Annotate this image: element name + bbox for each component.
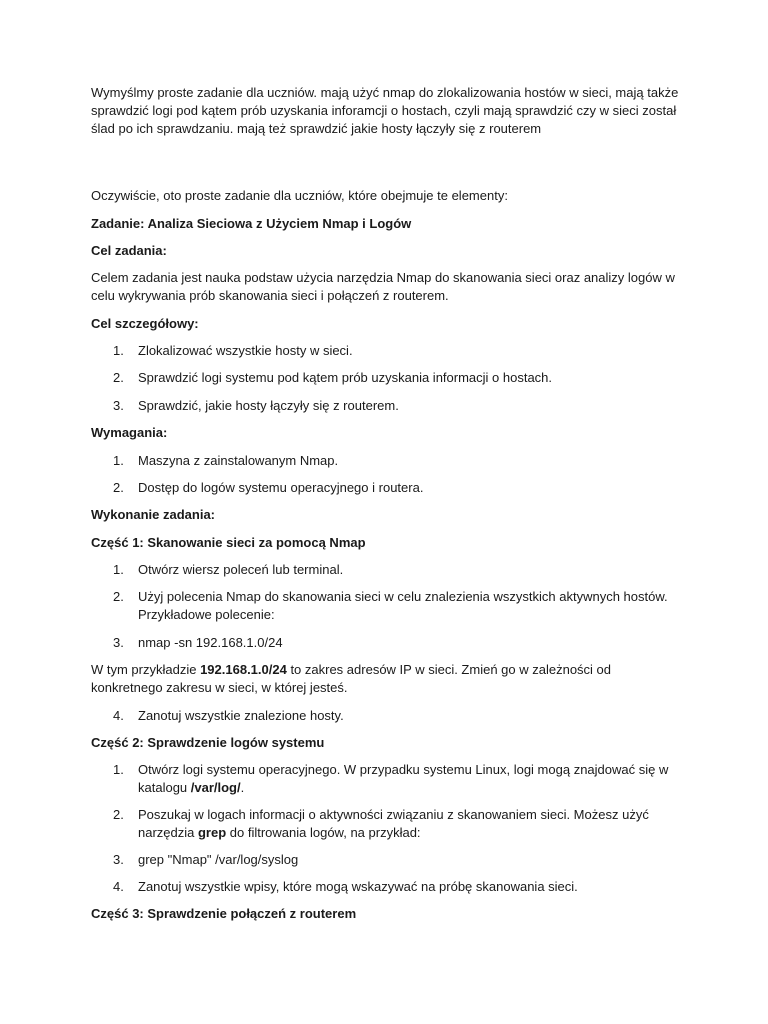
list-number: 2. [113, 589, 124, 604]
goal-line: celu wykrywania prób skanowania sieci i połączeń z routerem. [91, 288, 449, 303]
list-text-part: do filtrowania logów, na przykład: [226, 825, 421, 840]
list-text [138, 806, 693, 842]
list-number: 1. [113, 562, 124, 577]
goal-paragraph [91, 269, 691, 305]
tool-name: grep [197, 825, 227, 840]
part2-heading: Część 2: Sprawdzenie logów systemu [91, 735, 325, 750]
goal-line: Celem zadania jest nauka podstaw użycia narzędzia Nmap do skanowania sieci oraz analizy logów w [91, 270, 675, 285]
list-number: 1. [113, 343, 124, 358]
list-text-line [138, 824, 693, 842]
list-number: 1. [113, 762, 124, 777]
list-number: 2. [113, 807, 124, 822]
goal-heading: Cel zadania: [91, 243, 167, 258]
note-text: to zakres adresów IP w sieci. Zmień go w zależności od [286, 662, 612, 677]
prompt-line: sprawdzić logi pod kątem prób uzyskania inforamcji o hostach, czyli mają sprawdzić czy w sieci został [91, 103, 677, 118]
list-text [138, 588, 693, 624]
note-text: W tym przykładzie [91, 662, 201, 677]
part1-heading: Część 1: Skanowanie sieci za pomocą Nmap [91, 535, 366, 550]
list-number: 2. [113, 370, 124, 385]
list-number: 3. [113, 852, 124, 867]
list-number: 4. [113, 879, 124, 894]
list-text: Sprawdzić logi systemu pod kątem prób uzyskania informacji o hostach. [138, 370, 553, 385]
list-text: Zlokalizować wszystkie hosty w sieci. [138, 343, 353, 358]
list-text: Otwórz wiersz poleceń lub terminal. [138, 562, 344, 577]
list-text-part: katalogu [138, 780, 191, 795]
prompt-paragraph [91, 84, 691, 138]
note-line: konkretnego zakresu w sieci, w której jesteś. [91, 680, 348, 695]
list-text-line [138, 779, 693, 797]
execution-heading: Wykonanie zadania: [91, 507, 216, 522]
list-text: Zanotuj wszystkie znalezione hosty. [138, 708, 344, 723]
requirements-heading: Wymagania: [91, 425, 168, 440]
path-text: /var/log/ [190, 780, 241, 795]
command-text: nmap -sn 192.168.1.0/24 [138, 635, 283, 650]
list-text-line: Użyj polecenia Nmap do skanowania sieci w celu znalezienia wszystkich aktywnych hostów. [138, 589, 668, 604]
list-number: 3. [113, 635, 124, 650]
list-number: 3. [113, 398, 124, 413]
list-number: 2. [113, 480, 124, 495]
list-number: 1. [113, 453, 124, 468]
list-text: Maszyna z zainstalowanym Nmap. [138, 453, 339, 468]
prompt-line: Wymyślmy proste zadanie dla uczniów. mają użyć nmap do zlokalizowania hostów w sieci, mają także [91, 85, 679, 100]
list-text-line: Poszukaj w logach informacji o aktywności związaniu z skanowaniem sieci. Możesz użyć [138, 807, 649, 822]
note-paragraph [91, 661, 691, 697]
prompt-line: ślad po ich sprawdzaniu. mają też sprawdzić jakie hosty łączyły się z routerem [91, 121, 542, 136]
ip-range: 192.168.1.0/24 [200, 662, 287, 677]
list-text-line: Przykładowe polecenie: [138, 607, 275, 622]
list-text-line: Otwórz logi systemu operacyjnego. W przypadku systemu Linux, logi mogą znajdować się w [138, 762, 669, 777]
list-text-part: . [240, 780, 245, 795]
note-line [91, 661, 691, 679]
detailed-goal-heading: Cel szczegółowy: [91, 316, 199, 331]
list-text [138, 761, 693, 797]
list-text: Dostęp do logów systemu operacyjnego i routera. [138, 480, 424, 495]
list-text: Zanotuj wszystkie wpisy, które mogą wskazywać na próbę skanowania sieci. [138, 879, 578, 894]
list-number: 4. [113, 708, 124, 723]
list-text-part: narzędzia [138, 825, 198, 840]
list-text: Sprawdzić, jakie hosty łączyły się z routerem. [138, 398, 399, 413]
task-title: Zadanie: Analiza Sieciowa z Użyciem Nmap i Logów [91, 216, 412, 231]
part3-heading: Część 3: Sprawdzenie połączeń z routerem [91, 906, 357, 921]
command-text: grep "Nmap" /var/log/syslog [138, 852, 299, 867]
intro-text: Oczywiście, oto proste zadanie dla uczniów, które obejmuje te elementy: [91, 188, 508, 203]
